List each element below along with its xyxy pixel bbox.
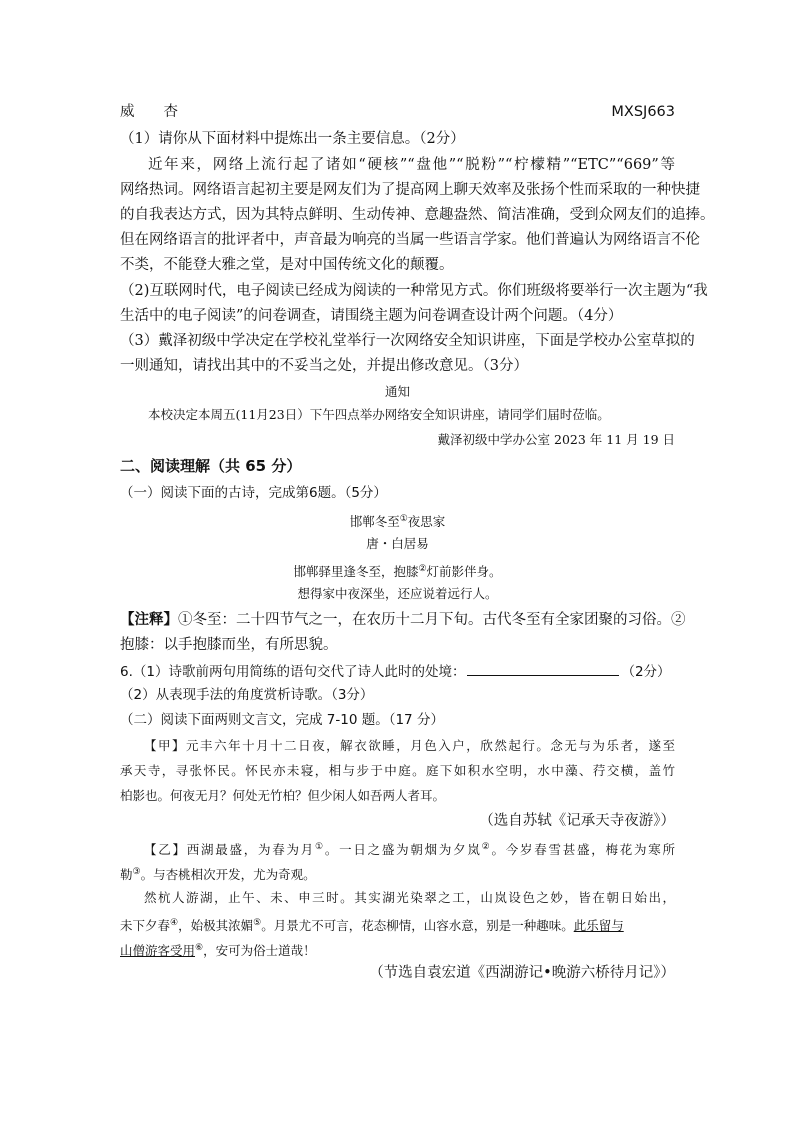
q3-line: 一则通知，请找出其中的不妥当之处，并提出修改意见。（3分） (120, 358, 528, 374)
poem-line: 邯郸驿里逢冬至，抱膝②灯前影伴身。 (293, 564, 502, 580)
poem-author: 唐・白居易 (366, 536, 429, 551)
poem-notes: 【注释】①冬至：二十四节气之一，在农历十二月下旬。古代冬至有全家团聚的习俗。② (120, 611, 686, 628)
section-heading: 二、阅读理解（共 65 分） (120, 457, 302, 475)
notes-label: 【注释】 (120, 611, 178, 628)
passage-jia-line: 承天寺，寻张怀民。怀民亦未寝，相与步于中庭。庭下如积水空明，水中藻、荇交横，盖竹 (120, 763, 675, 778)
notice-body: 本校决定本周五(11月23日）下午四点举办网络安全知识讲座，请同学们届时莅临。 (148, 407, 610, 422)
header-title: 威 杏 (120, 104, 178, 120)
poem-notes-cont: 抱膝：以手抱膝而坐，有所思貌。 (120, 637, 338, 653)
passage-jia-line: 柏影也。何夜无月？何处无竹柏？但少闲人如吾两人者耳。 (120, 788, 446, 803)
header-code: MXSJ663 (611, 104, 675, 120)
q6-part1: 6.（1）诗歌前两句用简练的语句交代了诗人此时的处境： （2分） (120, 661, 675, 681)
answer-blank[interactable] (467, 661, 619, 676)
notice-title: 通知 (384, 384, 410, 399)
q3-line: （3）戴泽初级中学决定在学校礼堂举行一次网络安全知识讲座，下面是学校办公室草拟的 (120, 333, 695, 349)
q2-line: （2)互联网时代，电子阅读已经成为阅读的一种常见方式。你们班级将要举行一次主题为“我 (120, 283, 708, 299)
page-header (120, 103, 675, 121)
part1-heading: （一）阅读下面的古诗，完成第6题。（5分） (120, 485, 387, 501)
passage-yi-source: （节选自袁宏道《西湖游记•晚游六桥待月记》） (369, 965, 675, 981)
poem-line: 想得家中夜深坐，还应说着远行人。 (297, 586, 498, 601)
q1-passage-line: 但在网络语言的批评者中，声音最为响亮的当属一些语言学家。他们普遍认为网络语言不伦 (120, 232, 700, 248)
q1-prompt: （1）请你从下面材料中提炼出一条主要信息。（2分） (120, 131, 465, 147)
passage-yi-line: 勒③。与杏桃相次开发，尤为奇观。 (120, 867, 316, 883)
q1-passage-line: 近年来，网络上流行起了诸如“硬核”“盘他”“脱粉”“柠檬精”“ETC”“669”等 (148, 157, 675, 173)
underlined-sentence: 山僧游客受用 (120, 943, 196, 959)
passage-yi-line: 然杭人游湖，止午、未、申三时。其实湖光染翠之工，山岚设色之妙，皆在朝日始出， (144, 890, 675, 905)
passage-jia-line: 【甲】元丰六年十月十二日夜，解衣欲睡，月色入户，欣然起行。念无与为乐者，遂至 (144, 738, 675, 753)
q1-passage-line: 不类，不能登大雅之堂，是对中国传统文化的颠覆。 (120, 257, 454, 273)
q2-line: 生活中的电子阅读”的问卷调查，请围绕主题为问卷调查设计两个问题。（4分） (120, 308, 623, 324)
q6-part2: （2）从表现手法的角度赏析诗歌。（3分） (120, 687, 374, 703)
passage-yi-line: 未下夕春④，始极其浓媚⑤。月景尤不可言，花态柳情，山容水意，别是一种趣味。此乐留与 (120, 918, 624, 934)
passage-jia-source: （选自苏轼《记承天寺夜游》） (479, 813, 675, 829)
q1-passage-line: 的自我表达方式，因为其特点鲜明、生动传神、意趣盎然、简洁准确，受到众网友们的追捧。 (120, 207, 715, 223)
q1-passage-line: 网络热词。网络语言起初主要是网友们为了提高网上聊天效率及张扬个性而采取的一种快捷 (120, 182, 700, 198)
passage-yi-line: 【乙】西湖最盛，为春为月①。一日之盛为朝烟为夕岚②。今岁春雪甚盛，梅花为寒所 (144, 842, 675, 858)
poem-title: 邯郸冬至①夜思家 (349, 514, 446, 530)
part2-heading: （二）阅读下面两则文言文，完成 7-10 题。（17 分） (120, 712, 444, 728)
underlined-sentence: 此乐留与 (573, 918, 624, 934)
notice-signature: 戴泽初级中学办公室 2023 年 11 月 19 日 (437, 432, 675, 447)
passage-yi-line: 山僧游客受用⑥，安可为俗士道哉！ (120, 943, 316, 959)
